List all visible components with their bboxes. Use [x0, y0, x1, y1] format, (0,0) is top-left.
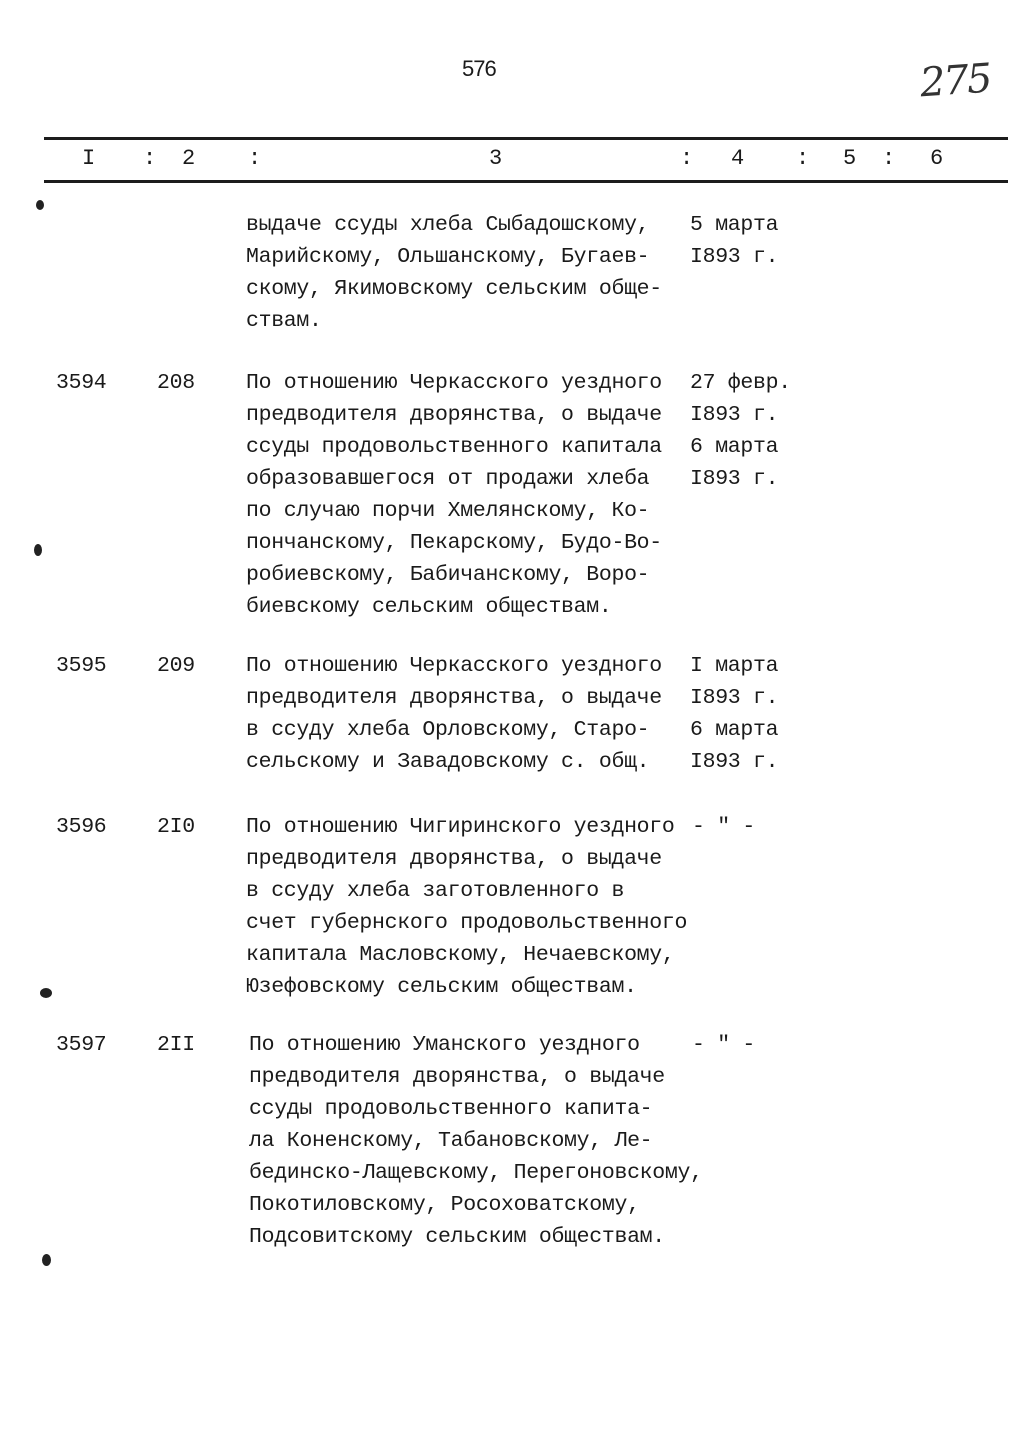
description-line: ствам. [246, 309, 322, 333]
column-separator: : [248, 146, 262, 171]
description-line: Юзефовскому сельским обществам. [246, 975, 637, 999]
date-line: I893 г. [690, 403, 779, 427]
column-separator: : [680, 146, 694, 171]
description-line: предводителя дворянства, о выдаче [249, 1065, 665, 1089]
description-line: пончанскому, Пекарскому, Будо-Во- [246, 531, 662, 555]
description-line: ссуды продовольственного капита- [249, 1097, 653, 1121]
description-line: По отношению Черкасского уездного [246, 654, 662, 678]
description-line: в ссуду хлеба Орловскому, Старо- [246, 718, 650, 742]
entry-item: 2I0 [157, 815, 195, 839]
description-line: ссуды продовольственного капитала [246, 435, 662, 459]
entry-item: 209 [157, 654, 195, 678]
description-line: По отношению Уманского уездного [249, 1033, 640, 1057]
description-line: Покотиловскому, Росоховатскому, [249, 1193, 640, 1217]
entry-description [246, 367, 662, 623]
column-header-3: 3 [489, 146, 503, 171]
description-line: капитала Масловскому, Нечаевскому, [246, 943, 675, 967]
date-line: I893 г. [690, 750, 779, 774]
description-line: По отношению Чигиринского уездного [246, 815, 675, 839]
entry-dates [690, 650, 778, 778]
description-line: По отношению Черкасского уездного [246, 371, 662, 395]
date-line: I893 г. [690, 686, 779, 710]
description-line: бединско-Лащевскому, Перегоновскому, [249, 1161, 703, 1185]
description-line: скому, Якимовскому сельским обще- [246, 277, 662, 301]
date-line: I893 г. [690, 245, 779, 269]
scan-speck [36, 200, 44, 210]
scan-speck [34, 544, 42, 556]
description-line: по случаю порчи Хмелянскому, Ко- [246, 499, 650, 523]
entry-dates-ditto: - " - [692, 815, 756, 839]
description-line: выдаче ссуды хлеба Сыбадошскому, [246, 213, 650, 237]
date-line: 27 февр. [690, 371, 791, 395]
entry-item: 2II [157, 1033, 195, 1057]
description-line: предводителя дворянства, о выдаче [246, 403, 662, 427]
column-header-4: 4 [731, 146, 745, 171]
description-line: робиевскому, Бабичанскому, Воро- [246, 563, 650, 587]
description-line: ла Коненскому, Табановскому, Ле- [249, 1129, 653, 1153]
entry-dates [690, 209, 778, 273]
date-line: I893 г. [690, 467, 779, 491]
entry-dates-ditto: - " - [692, 1033, 756, 1057]
description-line: сельскому и Завадовскому с. общ. [246, 750, 650, 774]
entry-dates [690, 367, 791, 495]
column-header-5: 5 [843, 146, 857, 171]
column-header-2: 2 [182, 146, 196, 171]
description-line: счет губернского продовольственного [246, 911, 688, 935]
entry-number: 3596 [56, 815, 107, 839]
column-separator: : [143, 146, 157, 171]
column-separator: : [796, 146, 810, 171]
handwritten-folio-number: 275 [918, 55, 992, 107]
description-line: Подсовитскому сельским обществам. [249, 1225, 665, 1249]
header-bottom-rule [44, 180, 1008, 183]
description-line: биевскому сельским обществам. [246, 595, 612, 619]
description-line: в ссуду хлеба заготовленного в [246, 879, 625, 903]
scan-speck [40, 988, 52, 998]
description-line: предводителя дворянства, о выдаче [246, 847, 662, 871]
entry-number: 3594 [56, 371, 107, 395]
description-line: предводителя дворянства, о выдаче [246, 686, 662, 710]
entry-number: 3597 [56, 1033, 107, 1057]
entry-number: 3595 [56, 654, 107, 678]
scan-speck [42, 1254, 51, 1266]
column-header-6: 6 [930, 146, 944, 171]
entry-item: 208 [157, 371, 195, 395]
date-line: I марта [690, 654, 779, 678]
description-line: Марийскому, Ольшанскому, Бугаев- [246, 245, 650, 269]
date-line: 5 марта [690, 213, 779, 237]
page-number: 576 [462, 56, 496, 81]
column-separator: : [882, 146, 896, 171]
entry-description [246, 811, 687, 1003]
entry-description [249, 1029, 703, 1253]
description-line: образовавшегося от продажи хлеба [246, 467, 650, 491]
header-top-rule [44, 137, 1008, 140]
date-line: 6 марта [690, 435, 779, 459]
entry-description [246, 650, 662, 778]
entry-description [246, 209, 662, 337]
column-header-1: I [82, 146, 96, 171]
date-line: 6 марта [690, 718, 779, 742]
